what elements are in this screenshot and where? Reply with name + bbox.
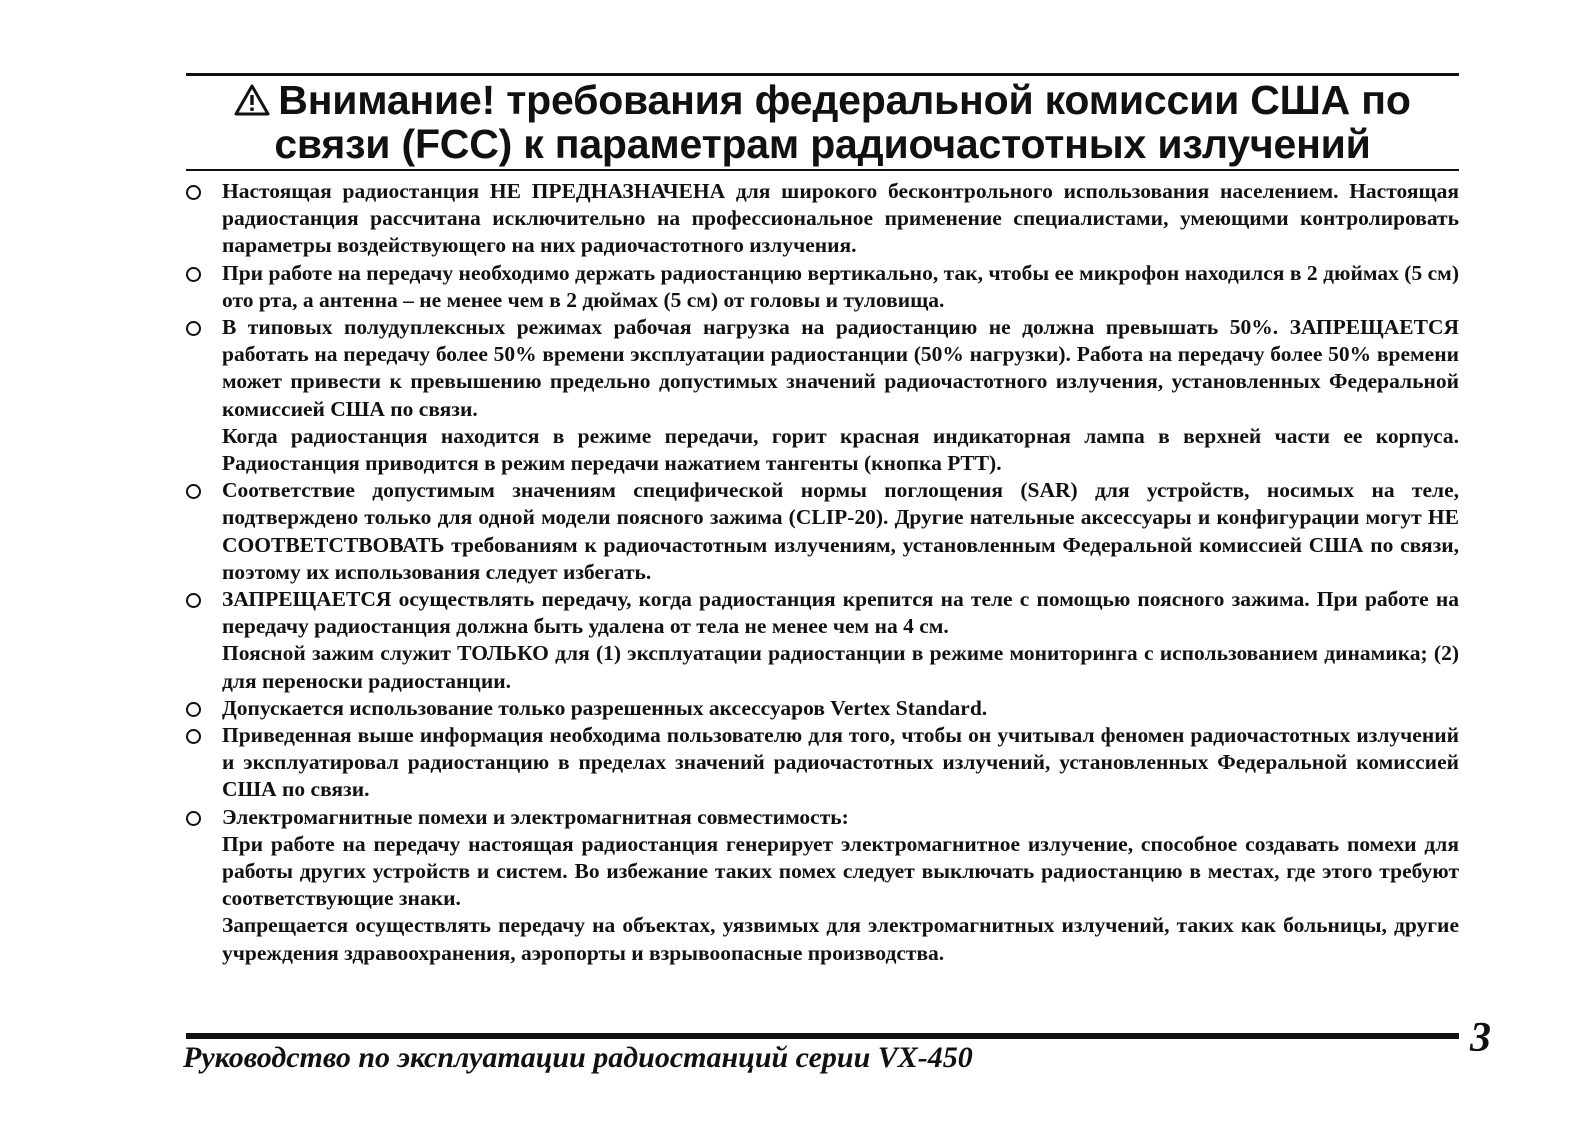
list-item [186,586,1459,695]
title-line-2: связи (FCC) к параметрам радиочастотных излучений [274,121,1371,167]
circle-bullet-icon [186,267,201,282]
warning-triangle-icon [234,84,270,116]
paragraph: В типовых полудуплексных режимах рабочая нагрузка на радиостанцию не должна превышать 50%. ЗАПРЕЩАЕТСЯ работать на передачу более 50% времени эксплуатации радиостанции (50% нагрузки). Работа на передачу более 50% времени может привести к превышению предельно допустимых значений радиочастотного излучения, установленных Федеральной комиссией США по связи. [222,315,1459,421]
title-bottom-rule [186,169,1459,171]
list-item [186,178,1459,260]
paragraph: Запрещается осуществлять передачу на объектах, уязвимых для электромагнитных излучений, таких как больницы, другие учреждения здравоохранения, аэропорты и взрывоопасные производства. [222,913,1459,965]
title-line-1 [186,78,1459,122]
circle-bullet-icon [186,702,201,717]
circle-bullet-icon [186,593,201,608]
list-item [186,722,1459,804]
page-number: 3 [1470,1015,1491,1061]
list-item [186,314,1459,477]
list-item [186,260,1459,314]
circle-bullet-icon [186,185,201,200]
circle-bullet-icon [186,321,201,336]
circle-bullet-icon [186,484,201,499]
manual-title-footer: Руководство по эксплуатации радиостанций серии VX-450 [183,1041,973,1074]
list-item [186,804,1459,967]
paragraph: Приведенная выше информация необходима пользователю для того, чтобы он учитывал феномен радиочастотных излучений и эксплуатировал радиостанцию в пределах значений радиочастотных излучений, установленных Федеральной комиссией США по связи. [222,723,1459,802]
paragraph: Настоящая радиостанция НЕ ПРЕДНАЗНАЧЕНА для широкого бесконтрольного использования населением. Настоящая радиостанция рассчитана исключительно на профессиональное применение специалистами, умеющими контролировать параметры воздействующего на них радиочастотного излучения. [222,179,1459,258]
paragraph: Допускается использование только разрешенных аксессуаров Vertex Standard. [222,695,988,720]
title-line-1-text: Внимание! требования федеральной комиссии США по [278,77,1411,123]
list-item [186,695,1459,722]
paragraph: ЗАПРЕЩАЕТСЯ осуществлять передачу, когда радиостанция крепится на теле с помощью поясного зажима. При работе на передачу радиостанция должна быть удалена от тела не менее чем на 4 см. [222,587,1459,639]
warning-list [186,178,1459,967]
paragraph: Когда радиостанция находится в режиме передачи, горит красная индикаторная лампа в верхней части ее корпуса. Радиостанция приводится в режим передачи нажатием тангенты (кнопка PTT). [222,423,1459,476]
footer-rule [186,1033,1459,1039]
circle-bullet-icon [186,811,201,826]
paragraph: Электромагнитные помехи и электромагнитная совместимость: [222,804,849,829]
page-title [186,78,1459,166]
paragraph: При работе на передачу необходимо держать радиостанцию вертикально, так, чтобы ее микрофон находился в 2 дюймах (5 см) ото рта, а антенна – не менее чем в 2 дюймах (5 см) от головы и туловища. [222,260,1459,312]
list-item [186,477,1459,586]
paragraph: Поясной зажим служит ТОЛЬКО для (1) эксплуатации радиостанции в режиме мониторинга с использованием динамика; (2) для переноски радиостанции. [222,641,1459,693]
paragraph: При работе на передачу настоящая радиостанция генерирует электромагнитное излучение, способное создавать помехи для работы других устройств и систем. Во избежание таких помех следует выключать радиостанцию в местах, где этого требуют соответствующие знаки. [222,831,1459,911]
title-top-rule [186,73,1459,76]
paragraph: Соответствие допустимым значениям специфической нормы поглощения (SAR) для устройств, носимых на теле, подтверждено только для одной модели поясного зажима (CLIP-20). Другие нательные аксессуары и конфигурации могут НЕ СООТВЕТСТВОВАТЬ требованиям к радиочастотным излучениям, установленным Федеральной комиссией США по связи, поэтому их использования следует избегать. [222,478,1459,584]
circle-bullet-icon [186,729,201,744]
